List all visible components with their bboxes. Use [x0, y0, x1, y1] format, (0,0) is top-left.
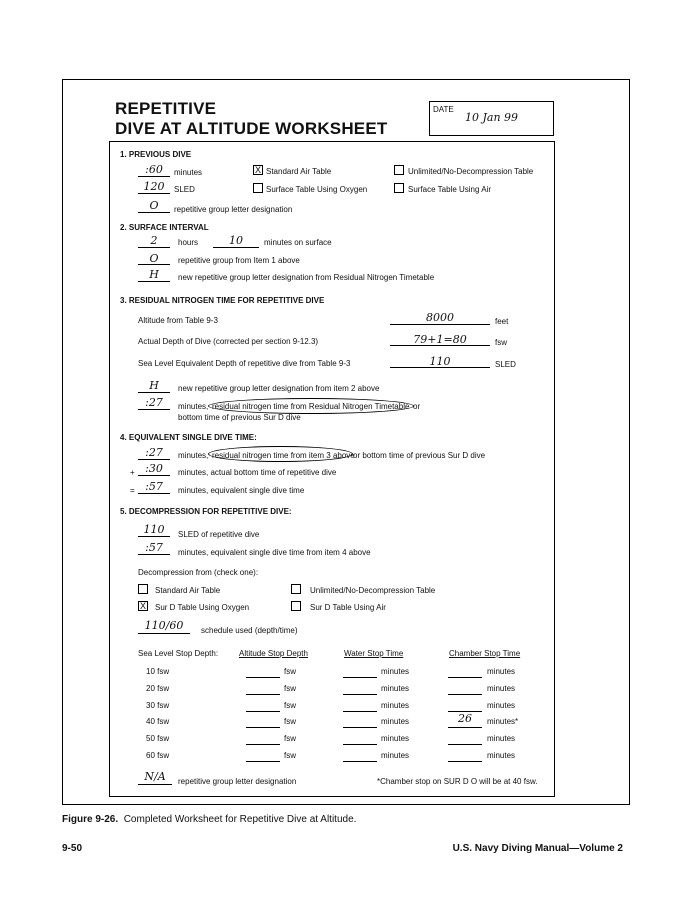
s5-schedule-line [138, 633, 190, 634]
s1-surface-oxygen-label: Surface Table Using Oxygen [266, 185, 368, 194]
s3-rnt-line [138, 409, 170, 410]
col-altitude-header: Altitude Stop Depth [239, 649, 308, 658]
s2-newgroup-value: H [149, 268, 159, 281]
stop-row-depth: 40 fsw [146, 717, 170, 726]
s5-sled-value: 110 [143, 523, 165, 536]
stop-row-chamber-unit: minutes [487, 751, 516, 760]
date-label: DATE [433, 105, 454, 114]
stop-row-depth: 30 fsw [146, 701, 170, 710]
worksheet-title-line1: REPETITIVE [115, 99, 217, 118]
s3-group-line [138, 392, 170, 393]
s1-sled-label: SLED [174, 185, 195, 194]
s5-final-group-line [138, 784, 172, 785]
figure-caption-number: Figure 9-26. [62, 814, 119, 825]
s2-minutes-value: 10 [229, 234, 243, 247]
s5-unlimited-checkbox[interactable] [291, 584, 301, 594]
s1-surface-oxygen-checkbox[interactable] [253, 183, 263, 193]
s5-standard-air-checkbox[interactable] [138, 584, 148, 594]
stop-row-chamber-unit: minutes [487, 734, 516, 743]
stop-row-chamber-line [448, 677, 482, 678]
stop-row-water-unit: minutes [381, 701, 410, 710]
s4-equals-sign: = [130, 486, 135, 495]
s5-surd-oxygen-label: Sur D Table Using Oxygen [155, 603, 250, 612]
s1-minutes-value: :60 [145, 163, 163, 176]
stop-row-altitude-line [246, 711, 280, 712]
s1-group-value: O [149, 199, 159, 212]
s2-group-label: repetitive group from Item 1 above [178, 256, 300, 265]
stop-row-water-unit: minutes [381, 734, 410, 743]
stop-row-water-line [343, 761, 377, 762]
s3-depth-value: 79+1=80 [413, 333, 467, 346]
s3-altitude-label: Altitude from Table 9-3 [138, 316, 218, 325]
s4-rnt-suffix: or bottom time of previous Sur D dive [353, 451, 486, 460]
s3-sled-unit: SLED [495, 360, 516, 369]
s5-surd-air-checkbox[interactable] [291, 601, 301, 611]
s5-sled-line [138, 536, 170, 537]
s3-sled-value: 110 [429, 355, 451, 368]
stop-row-altitude-unit: fsw [284, 684, 296, 693]
s3-altitude-value: 8000 [426, 311, 454, 324]
s2-group-line [138, 264, 170, 265]
col-water-header: Water Stop Time [344, 649, 404, 658]
stop-row-chamber-unit: minutes* [487, 717, 519, 726]
stop-row-altitude-unit: fsw [284, 667, 296, 676]
section-1-heading: 1. PREVIOUS DIVE [120, 150, 192, 159]
s5-esdt-value: :57 [145, 541, 163, 554]
stop-row-altitude-line [246, 694, 280, 695]
s1-standard-air-label: Standard Air Table [266, 167, 332, 176]
stop-row-chamber-unit: minutes [487, 684, 516, 693]
s2-hours-value: 2 [150, 234, 158, 247]
figure-caption [62, 814, 356, 825]
s1-unlimited-label: Unlimited/No-Decompression Table [408, 167, 534, 176]
stop-row-water-unit: minutes [381, 684, 410, 693]
figure-caption-text: Completed Worksheet for Repetitive Dive at Altitude. [123, 814, 357, 825]
stop-row-chamber-line [448, 744, 482, 745]
s1-standard-air-checkbox[interactable]: X [254, 165, 261, 175]
worksheet-title-line2: DIVE AT ALTITUDE WORKSHEET [115, 119, 388, 138]
section-5-heading: 5. DECOMPRESSION FOR REPETITIVE DIVE: [120, 507, 292, 516]
s2-newgroup-line [138, 281, 170, 282]
s4-rnt-value: :27 [145, 446, 163, 459]
s2-hours-label: hours [178, 238, 199, 247]
stop-row-altitude-unit: fsw [284, 717, 296, 726]
s3-depth-label: Actual Depth of Dive (corrected per section 9-12.3) [138, 337, 319, 346]
stop-row-chamber-unit: minutes [487, 667, 516, 676]
stop-row-chamber-value: 26 [458, 712, 472, 725]
stop-row-altitude-line [246, 761, 280, 762]
stop-row-water-line [343, 727, 377, 728]
stop-row-water-unit: minutes [381, 717, 410, 726]
s5-esdt-line [138, 554, 170, 555]
stop-row-altitude-unit: fsw [284, 751, 296, 760]
stop-row-depth: 20 fsw [146, 684, 170, 693]
s5-surd-oxygen-checkbox[interactable]: X [139, 601, 146, 611]
page-number: 9-50 [62, 843, 83, 854]
stop-row-altitude-line [246, 744, 280, 745]
s4-bottom-time-value: :30 [145, 462, 163, 475]
s1-group-label: repetitive group letter designation [174, 205, 293, 214]
s4-esdt-line [138, 493, 170, 494]
s4-esdt-label: minutes, equivalent single dive time [178, 486, 305, 495]
s4-bottom-time-line [138, 475, 170, 476]
s1-surface-air-label: Surface Table Using Air [408, 185, 492, 194]
manual-title: U.S. Navy Diving Manual—Volume 2 [452, 843, 623, 854]
s3-rnt-line2: bottom time of previous Sur D dive [178, 413, 301, 422]
s1-surface-air-checkbox[interactable] [394, 183, 404, 193]
stop-row-chamber-line [448, 694, 482, 695]
s1-sled-line [138, 193, 170, 194]
s3-altitude-unit: feet [495, 317, 509, 326]
s4-bottom-time-label: minutes, actual bottom time of repetitive dive [178, 468, 337, 477]
stop-row-chamber-unit: minutes [487, 701, 516, 710]
s2-minutes-label: minutes on surface [264, 238, 332, 247]
s4-rnt-prefix: minutes, [178, 451, 209, 460]
s2-hours-line [138, 247, 170, 248]
s3-rnt-suffix: or [413, 402, 421, 411]
s3-sled-line [390, 367, 490, 368]
stop-row-depth: 50 fsw [146, 734, 170, 743]
s3-depth-line [390, 345, 490, 346]
s4-plus-sign: + [130, 468, 135, 477]
stop-row-altitude-line [246, 677, 280, 678]
s1-unlimited-checkbox[interactable] [394, 165, 404, 175]
stop-row-water-unit: minutes [381, 667, 410, 676]
s3-rnt-circled-text: residual nitrogen time from Residual Nitrogen Timetable [212, 402, 410, 411]
stop-row-water-line [343, 694, 377, 695]
s2-newgroup-label: new repetitive group letter designation from Residual Nitrogen Timetable [178, 273, 435, 282]
s3-altitude-line [390, 324, 490, 325]
date-value: 10 Jan 99 [465, 111, 519, 124]
s2-minutes-line [213, 247, 259, 248]
s5-sled-label: SLED of repetitive dive [178, 530, 260, 539]
section-4-heading: 4. EQUIVALENT SINGLE DIVE TIME: [120, 433, 257, 442]
s5-standard-air-label: Standard Air Table [155, 586, 221, 595]
s3-rnt-prefix: minutes, [178, 402, 209, 411]
stop-row-chamber-line [448, 727, 482, 728]
s1-group-line [138, 212, 170, 213]
s3-group-value: H [149, 379, 159, 392]
section-2-heading: 2. SURFACE INTERVAL [120, 223, 209, 232]
stop-row-depth: 60 fsw [146, 751, 170, 760]
section-3-heading: 3. RESIDUAL NITROGEN TIME FOR REPETITIVE DIVE [120, 296, 325, 305]
col-sea-level-header: Sea Level Stop Depth: [138, 649, 219, 658]
col-chamber-header: Chamber Stop Time [449, 649, 521, 658]
s5-surd-air-label: Sur D Table Using Air [310, 603, 386, 612]
stop-row-water-line [343, 711, 377, 712]
s3-rnt-value: :27 [145, 396, 163, 409]
s1-minutes-label: minutes [174, 168, 203, 177]
s2-group-value: O [149, 252, 159, 265]
s5-schedule-value: 110/60 [144, 619, 184, 632]
stop-row-altitude-unit: fsw [284, 701, 296, 710]
s1-sled-value: 120 [143, 180, 165, 193]
s1-minutes-line [138, 176, 170, 177]
s3-sled-label: Sea Level Equivalent Depth of repetitive dive from Table 9-3 [138, 359, 351, 368]
s5-schedule-label: schedule used (depth/time) [201, 626, 298, 635]
s5-unlimited-label: Unlimited/No-Decompression Table [310, 586, 436, 595]
s4-esdt-value: :57 [145, 480, 163, 493]
stop-row-altitude-unit: fsw [284, 734, 296, 743]
stop-row-chamber-line [448, 761, 482, 762]
s5-check-one-label: Decompression from (check one): [138, 568, 259, 577]
stop-row-water-line [343, 677, 377, 678]
stop-row-depth: 10 fsw [146, 667, 170, 676]
stop-row-water-line [343, 744, 377, 745]
s5-final-group-value: N/A [144, 770, 166, 783]
s4-rnt-circled-text: residual nitrogen time from item 3 above [212, 451, 355, 460]
chamber-stop-note: *Chamber stop on SUR D O will be at 40 fsw. [377, 777, 538, 786]
stop-row-altitude-line [246, 727, 280, 728]
s3-depth-unit: fsw [495, 338, 507, 347]
s5-esdt-label: minutes, equivalent single dive time from item 4 above [178, 548, 371, 557]
s4-rnt-line [138, 459, 170, 460]
stop-row-water-unit: minutes [381, 751, 410, 760]
s5-final-group-label: repetitive group letter designation [178, 777, 297, 786]
s3-group-label: new repetitive group letter designation from item 2 above [178, 384, 380, 393]
date-box [429, 101, 554, 136]
